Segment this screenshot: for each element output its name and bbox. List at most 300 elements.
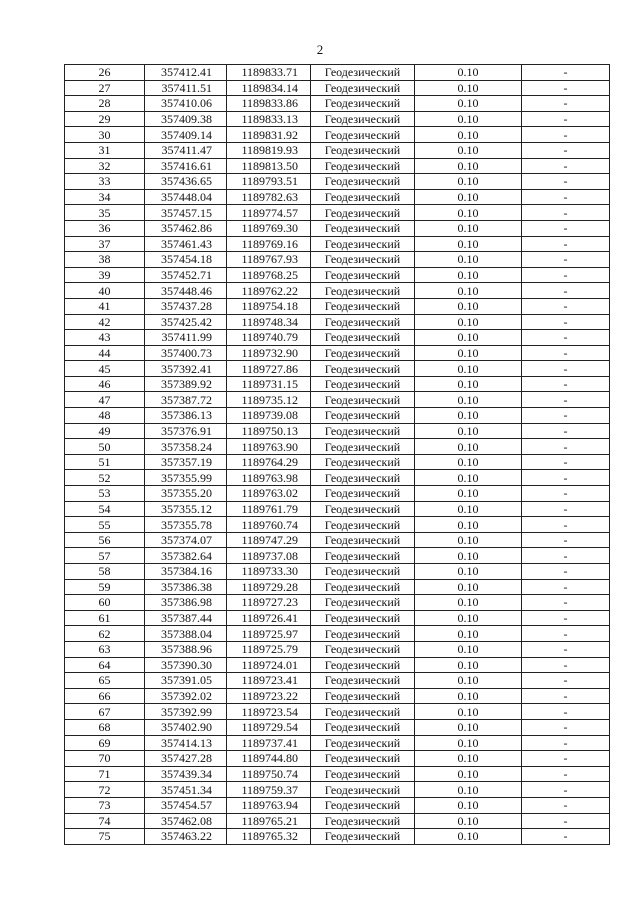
table-row (65, 782, 610, 798)
table-row (65, 610, 610, 626)
y-coordinate-cell: 1189727.23 (227, 595, 311, 611)
point-number-cell: 66 (65, 688, 145, 704)
method-cell: Геодезический (311, 158, 415, 174)
y-coordinate-cell: 1189763.94 (227, 797, 311, 813)
method-cell: Геодезический (311, 408, 415, 424)
method-cell: Геодезический (311, 719, 415, 735)
method-cell: Геодезический (311, 361, 415, 377)
method-cell: Геодезический (311, 330, 415, 346)
y-coordinate-cell: 1189729.54 (227, 719, 311, 735)
y-coordinate-cell: 1189731.15 (227, 376, 311, 392)
table-row (65, 813, 610, 829)
point-number-cell: 50 (65, 439, 145, 455)
x-coordinate-cell: 357451.34 (145, 782, 227, 798)
x-coordinate-cell: 357425.42 (145, 314, 227, 330)
precision-cell: 0.10 (415, 797, 522, 813)
method-cell: Геодезический (311, 673, 415, 689)
coordinates-table-body (65, 65, 610, 845)
point-number-cell: 28 (65, 96, 145, 112)
extra-cell: - (522, 376, 610, 392)
point-number-cell: 40 (65, 283, 145, 299)
extra-cell: - (522, 392, 610, 408)
table-row (65, 501, 610, 517)
point-number-cell: 34 (65, 189, 145, 205)
table-row (65, 65, 610, 81)
x-coordinate-cell: 357416.61 (145, 158, 227, 174)
y-coordinate-cell: 1189726.41 (227, 610, 311, 626)
x-coordinate-cell: 357392.41 (145, 361, 227, 377)
extra-cell: - (522, 657, 610, 673)
y-coordinate-cell: 1189737.08 (227, 548, 311, 564)
table-row (65, 532, 610, 548)
extra-cell: - (522, 65, 610, 81)
table-row (65, 127, 610, 143)
y-coordinate-cell: 1189733.30 (227, 564, 311, 580)
method-cell: Геодезический (311, 345, 415, 361)
y-coordinate-cell: 1189769.16 (227, 236, 311, 252)
x-coordinate-cell: 357457.15 (145, 205, 227, 221)
precision-cell: 0.10 (415, 376, 522, 392)
extra-cell: - (522, 158, 610, 174)
precision-cell: 0.10 (415, 470, 522, 486)
precision-cell: 0.10 (415, 782, 522, 798)
y-coordinate-cell: 1189833.13 (227, 111, 311, 127)
point-number-cell: 68 (65, 719, 145, 735)
point-number-cell: 71 (65, 766, 145, 782)
extra-cell: - (522, 252, 610, 268)
extra-cell: - (522, 80, 610, 96)
extra-cell: - (522, 236, 610, 252)
method-cell: Геодезический (311, 704, 415, 720)
table-row (65, 626, 610, 642)
x-coordinate-cell: 357355.78 (145, 517, 227, 533)
y-coordinate-cell: 1189740.79 (227, 330, 311, 346)
table-row (65, 80, 610, 96)
method-cell: Геодезический (311, 595, 415, 611)
y-coordinate-cell: 1189735.12 (227, 392, 311, 408)
y-coordinate-cell: 1189723.54 (227, 704, 311, 720)
point-number-cell: 72 (65, 782, 145, 798)
method-cell: Геодезический (311, 501, 415, 517)
x-coordinate-cell: 357410.06 (145, 96, 227, 112)
table-row (65, 673, 610, 689)
table-row (65, 314, 610, 330)
point-number-cell: 39 (65, 267, 145, 283)
y-coordinate-cell: 1189834.14 (227, 80, 311, 96)
extra-cell: - (522, 486, 610, 502)
x-coordinate-cell: 357411.47 (145, 142, 227, 158)
method-cell: Геодезический (311, 205, 415, 221)
point-number-cell: 59 (65, 579, 145, 595)
extra-cell: - (522, 766, 610, 782)
x-coordinate-cell: 357358.24 (145, 439, 227, 455)
method-cell: Геодезический (311, 829, 415, 845)
precision-cell: 0.10 (415, 174, 522, 190)
precision-cell: 0.10 (415, 579, 522, 595)
extra-cell: - (522, 361, 610, 377)
y-coordinate-cell: 1189819.93 (227, 142, 311, 158)
x-coordinate-cell: 357392.02 (145, 688, 227, 704)
x-coordinate-cell: 357448.46 (145, 283, 227, 299)
y-coordinate-cell: 1189748.34 (227, 314, 311, 330)
extra-cell: - (522, 127, 610, 143)
point-number-cell: 30 (65, 127, 145, 143)
method-cell: Геодезический (311, 127, 415, 143)
x-coordinate-cell: 357382.64 (145, 548, 227, 564)
x-coordinate-cell: 357384.16 (145, 564, 227, 580)
table-row (65, 470, 610, 486)
precision-cell: 0.10 (415, 829, 522, 845)
x-coordinate-cell: 357439.34 (145, 766, 227, 782)
x-coordinate-cell: 357387.72 (145, 392, 227, 408)
method-cell: Геодезический (311, 376, 415, 392)
table-row (65, 345, 610, 361)
point-number-cell: 37 (65, 236, 145, 252)
y-coordinate-cell: 1189763.98 (227, 470, 311, 486)
table-row (65, 361, 610, 377)
precision-cell: 0.10 (415, 486, 522, 502)
precision-cell: 0.10 (415, 439, 522, 455)
x-coordinate-cell: 357389.92 (145, 376, 227, 392)
table-row (65, 376, 610, 392)
precision-cell: 0.10 (415, 205, 522, 221)
precision-cell: 0.10 (415, 408, 522, 424)
y-coordinate-cell: 1189763.02 (227, 486, 311, 502)
precision-cell: 0.10 (415, 189, 522, 205)
extra-cell: - (522, 111, 610, 127)
extra-cell: - (522, 548, 610, 564)
y-coordinate-cell: 1189763.90 (227, 439, 311, 455)
table-row (65, 719, 610, 735)
y-coordinate-cell: 1189768.25 (227, 267, 311, 283)
y-coordinate-cell: 1189764.29 (227, 454, 311, 470)
x-coordinate-cell: 357376.91 (145, 423, 227, 439)
y-coordinate-cell: 1189774.57 (227, 205, 311, 221)
x-coordinate-cell: 357454.18 (145, 252, 227, 268)
method-cell: Геодезический (311, 813, 415, 829)
method-cell: Геодезический (311, 142, 415, 158)
precision-cell: 0.10 (415, 392, 522, 408)
point-number-cell: 42 (65, 314, 145, 330)
precision-cell: 0.10 (415, 96, 522, 112)
extra-cell: - (522, 626, 610, 642)
extra-cell: - (522, 423, 610, 439)
point-number-cell: 29 (65, 111, 145, 127)
table-row (65, 423, 610, 439)
table-row (65, 766, 610, 782)
method-cell: Геодезический (311, 797, 415, 813)
method-cell: Геодезический (311, 548, 415, 564)
point-number-cell: 61 (65, 610, 145, 626)
table-row (65, 797, 610, 813)
precision-cell: 0.10 (415, 298, 522, 314)
method-cell: Геодезический (311, 626, 415, 642)
x-coordinate-cell: 357357.19 (145, 454, 227, 470)
point-number-cell: 44 (65, 345, 145, 361)
y-coordinate-cell: 1189765.21 (227, 813, 311, 829)
point-number-cell: 69 (65, 735, 145, 751)
precision-cell: 0.10 (415, 220, 522, 236)
method-cell: Геодезический (311, 610, 415, 626)
point-number-cell: 46 (65, 376, 145, 392)
table-row (65, 236, 610, 252)
point-number-cell: 62 (65, 626, 145, 642)
x-coordinate-cell: 357387.44 (145, 610, 227, 626)
precision-cell: 0.10 (415, 361, 522, 377)
extra-cell: - (522, 735, 610, 751)
y-coordinate-cell: 1189769.30 (227, 220, 311, 236)
y-coordinate-cell: 1189761.79 (227, 501, 311, 517)
y-coordinate-cell: 1189750.13 (227, 423, 311, 439)
extra-cell: - (522, 345, 610, 361)
x-coordinate-cell: 357452.71 (145, 267, 227, 283)
y-coordinate-cell: 1189729.28 (227, 579, 311, 595)
extra-cell: - (522, 142, 610, 158)
point-number-cell: 65 (65, 673, 145, 689)
y-coordinate-cell: 1189762.22 (227, 283, 311, 299)
table-row (65, 142, 610, 158)
x-coordinate-cell: 357391.05 (145, 673, 227, 689)
extra-cell: - (522, 439, 610, 455)
extra-cell: - (522, 517, 610, 533)
precision-cell: 0.10 (415, 564, 522, 580)
precision-cell: 0.10 (415, 236, 522, 252)
method-cell: Геодезический (311, 236, 415, 252)
method-cell: Геодезический (311, 532, 415, 548)
point-number-cell: 47 (65, 392, 145, 408)
precision-cell: 0.10 (415, 626, 522, 642)
coordinates-table (64, 64, 610, 845)
table-row (65, 579, 610, 595)
method-cell: Геодезический (311, 657, 415, 673)
extra-cell: - (522, 189, 610, 205)
y-coordinate-cell: 1189759.37 (227, 782, 311, 798)
extra-cell: - (522, 532, 610, 548)
x-coordinate-cell: 357390.30 (145, 657, 227, 673)
y-coordinate-cell: 1189723.41 (227, 673, 311, 689)
method-cell: Геодезический (311, 688, 415, 704)
method-cell: Геодезический (311, 782, 415, 798)
precision-cell: 0.10 (415, 142, 522, 158)
method-cell: Геодезический (311, 252, 415, 268)
table-row (65, 439, 610, 455)
extra-cell: - (522, 704, 610, 720)
method-cell: Геодезический (311, 314, 415, 330)
extra-cell: - (522, 673, 610, 689)
precision-cell: 0.10 (415, 252, 522, 268)
precision-cell: 0.10 (415, 501, 522, 517)
point-number-cell: 73 (65, 797, 145, 813)
precision-cell: 0.10 (415, 548, 522, 564)
extra-cell: - (522, 330, 610, 346)
precision-cell: 0.10 (415, 641, 522, 657)
method-cell: Геодезический (311, 766, 415, 782)
point-number-cell: 58 (65, 564, 145, 580)
x-coordinate-cell: 357400.73 (145, 345, 227, 361)
point-number-cell: 43 (65, 330, 145, 346)
precision-cell: 0.10 (415, 673, 522, 689)
y-coordinate-cell: 1189793.51 (227, 174, 311, 190)
y-coordinate-cell: 1189767.93 (227, 252, 311, 268)
y-coordinate-cell: 1189727.86 (227, 361, 311, 377)
precision-cell: 0.10 (415, 345, 522, 361)
x-coordinate-cell: 357448.04 (145, 189, 227, 205)
method-cell: Геодезический (311, 96, 415, 112)
point-number-cell: 60 (65, 595, 145, 611)
method-cell: Геодезический (311, 111, 415, 127)
point-number-cell: 41 (65, 298, 145, 314)
point-number-cell: 57 (65, 548, 145, 564)
y-coordinate-cell: 1189744.80 (227, 751, 311, 767)
y-coordinate-cell: 1189750.74 (227, 766, 311, 782)
extra-cell: - (522, 205, 610, 221)
y-coordinate-cell: 1189725.97 (227, 626, 311, 642)
table-row (65, 408, 610, 424)
x-coordinate-cell: 357411.51 (145, 80, 227, 96)
precision-cell: 0.10 (415, 657, 522, 673)
point-number-cell: 26 (65, 65, 145, 81)
x-coordinate-cell: 357463.22 (145, 829, 227, 845)
table-row (65, 96, 610, 112)
x-coordinate-cell: 357355.99 (145, 470, 227, 486)
extra-cell: - (522, 314, 610, 330)
extra-cell: - (522, 470, 610, 486)
table-row (65, 252, 610, 268)
extra-cell: - (522, 641, 610, 657)
y-coordinate-cell: 1189724.01 (227, 657, 311, 673)
y-coordinate-cell: 1189725.79 (227, 641, 311, 657)
x-coordinate-cell: 357355.20 (145, 486, 227, 502)
point-number-cell: 63 (65, 641, 145, 657)
extra-cell: - (522, 782, 610, 798)
precision-cell: 0.10 (415, 595, 522, 611)
point-number-cell: 64 (65, 657, 145, 673)
y-coordinate-cell: 1189737.41 (227, 735, 311, 751)
precision-cell: 0.10 (415, 267, 522, 283)
point-number-cell: 54 (65, 501, 145, 517)
precision-cell: 0.10 (415, 610, 522, 626)
method-cell: Геодезический (311, 579, 415, 595)
point-number-cell: 52 (65, 470, 145, 486)
precision-cell: 0.10 (415, 532, 522, 548)
x-coordinate-cell: 357436.65 (145, 174, 227, 190)
table-row (65, 704, 610, 720)
table-row (65, 158, 610, 174)
point-number-cell: 49 (65, 423, 145, 439)
table-row (65, 657, 610, 673)
x-coordinate-cell: 357462.08 (145, 813, 227, 829)
table-row (65, 517, 610, 533)
extra-cell: - (522, 688, 610, 704)
table-row (65, 392, 610, 408)
extra-cell: - (522, 564, 610, 580)
x-coordinate-cell: 357355.12 (145, 501, 227, 517)
point-number-cell: 32 (65, 158, 145, 174)
extra-cell: - (522, 579, 610, 595)
y-coordinate-cell: 1189833.86 (227, 96, 311, 112)
precision-cell: 0.10 (415, 517, 522, 533)
extra-cell: - (522, 454, 610, 470)
extra-cell: - (522, 719, 610, 735)
point-number-cell: 36 (65, 220, 145, 236)
extra-cell: - (522, 408, 610, 424)
table-row (65, 829, 610, 845)
extra-cell: - (522, 96, 610, 112)
precision-cell: 0.10 (415, 751, 522, 767)
extra-cell: - (522, 298, 610, 314)
precision-cell: 0.10 (415, 735, 522, 751)
method-cell: Геодезический (311, 174, 415, 190)
table-row (65, 111, 610, 127)
table-row (65, 205, 610, 221)
point-number-cell: 48 (65, 408, 145, 424)
precision-cell: 0.10 (415, 127, 522, 143)
point-number-cell: 38 (65, 252, 145, 268)
x-coordinate-cell: 357462.86 (145, 220, 227, 236)
point-number-cell: 70 (65, 751, 145, 767)
x-coordinate-cell: 357437.28 (145, 298, 227, 314)
precision-cell: 0.10 (415, 65, 522, 81)
precision-cell: 0.10 (415, 158, 522, 174)
table-row (65, 298, 610, 314)
x-coordinate-cell: 357392.99 (145, 704, 227, 720)
extra-cell: - (522, 283, 610, 299)
point-number-cell: 75 (65, 829, 145, 845)
x-coordinate-cell: 357454.57 (145, 797, 227, 813)
point-number-cell: 35 (65, 205, 145, 221)
precision-cell: 0.10 (415, 80, 522, 96)
point-number-cell: 33 (65, 174, 145, 190)
extra-cell: - (522, 220, 610, 236)
y-coordinate-cell: 1189813.50 (227, 158, 311, 174)
method-cell: Геодезический (311, 517, 415, 533)
precision-cell: 0.10 (415, 688, 522, 704)
page-number: 2 (316, 42, 324, 57)
table-row (65, 220, 610, 236)
precision-cell: 0.10 (415, 704, 522, 720)
y-coordinate-cell: 1189831.92 (227, 127, 311, 143)
y-coordinate-cell: 1189760.74 (227, 517, 311, 533)
precision-cell: 0.10 (415, 423, 522, 439)
table-row (65, 688, 610, 704)
x-coordinate-cell: 357409.38 (145, 111, 227, 127)
x-coordinate-cell: 357402.90 (145, 719, 227, 735)
x-coordinate-cell: 357411.99 (145, 330, 227, 346)
method-cell: Геодезический (311, 80, 415, 96)
table-row (65, 548, 610, 564)
extra-cell: - (522, 595, 610, 611)
y-coordinate-cell: 1189782.63 (227, 189, 311, 205)
method-cell: Геодезический (311, 65, 415, 81)
table-row (65, 283, 610, 299)
method-cell: Геодезический (311, 454, 415, 470)
precision-cell: 0.10 (415, 111, 522, 127)
x-coordinate-cell: 357409.14 (145, 127, 227, 143)
method-cell: Геодезический (311, 220, 415, 236)
precision-cell: 0.10 (415, 719, 522, 735)
precision-cell: 0.10 (415, 283, 522, 299)
method-cell: Геодезический (311, 751, 415, 767)
x-coordinate-cell: 357374.07 (145, 532, 227, 548)
y-coordinate-cell: 1189732.90 (227, 345, 311, 361)
extra-cell: - (522, 797, 610, 813)
table-row (65, 454, 610, 470)
point-number-cell: 51 (65, 454, 145, 470)
extra-cell: - (522, 751, 610, 767)
precision-cell: 0.10 (415, 454, 522, 470)
point-number-cell: 55 (65, 517, 145, 533)
method-cell: Геодезический (311, 423, 415, 439)
